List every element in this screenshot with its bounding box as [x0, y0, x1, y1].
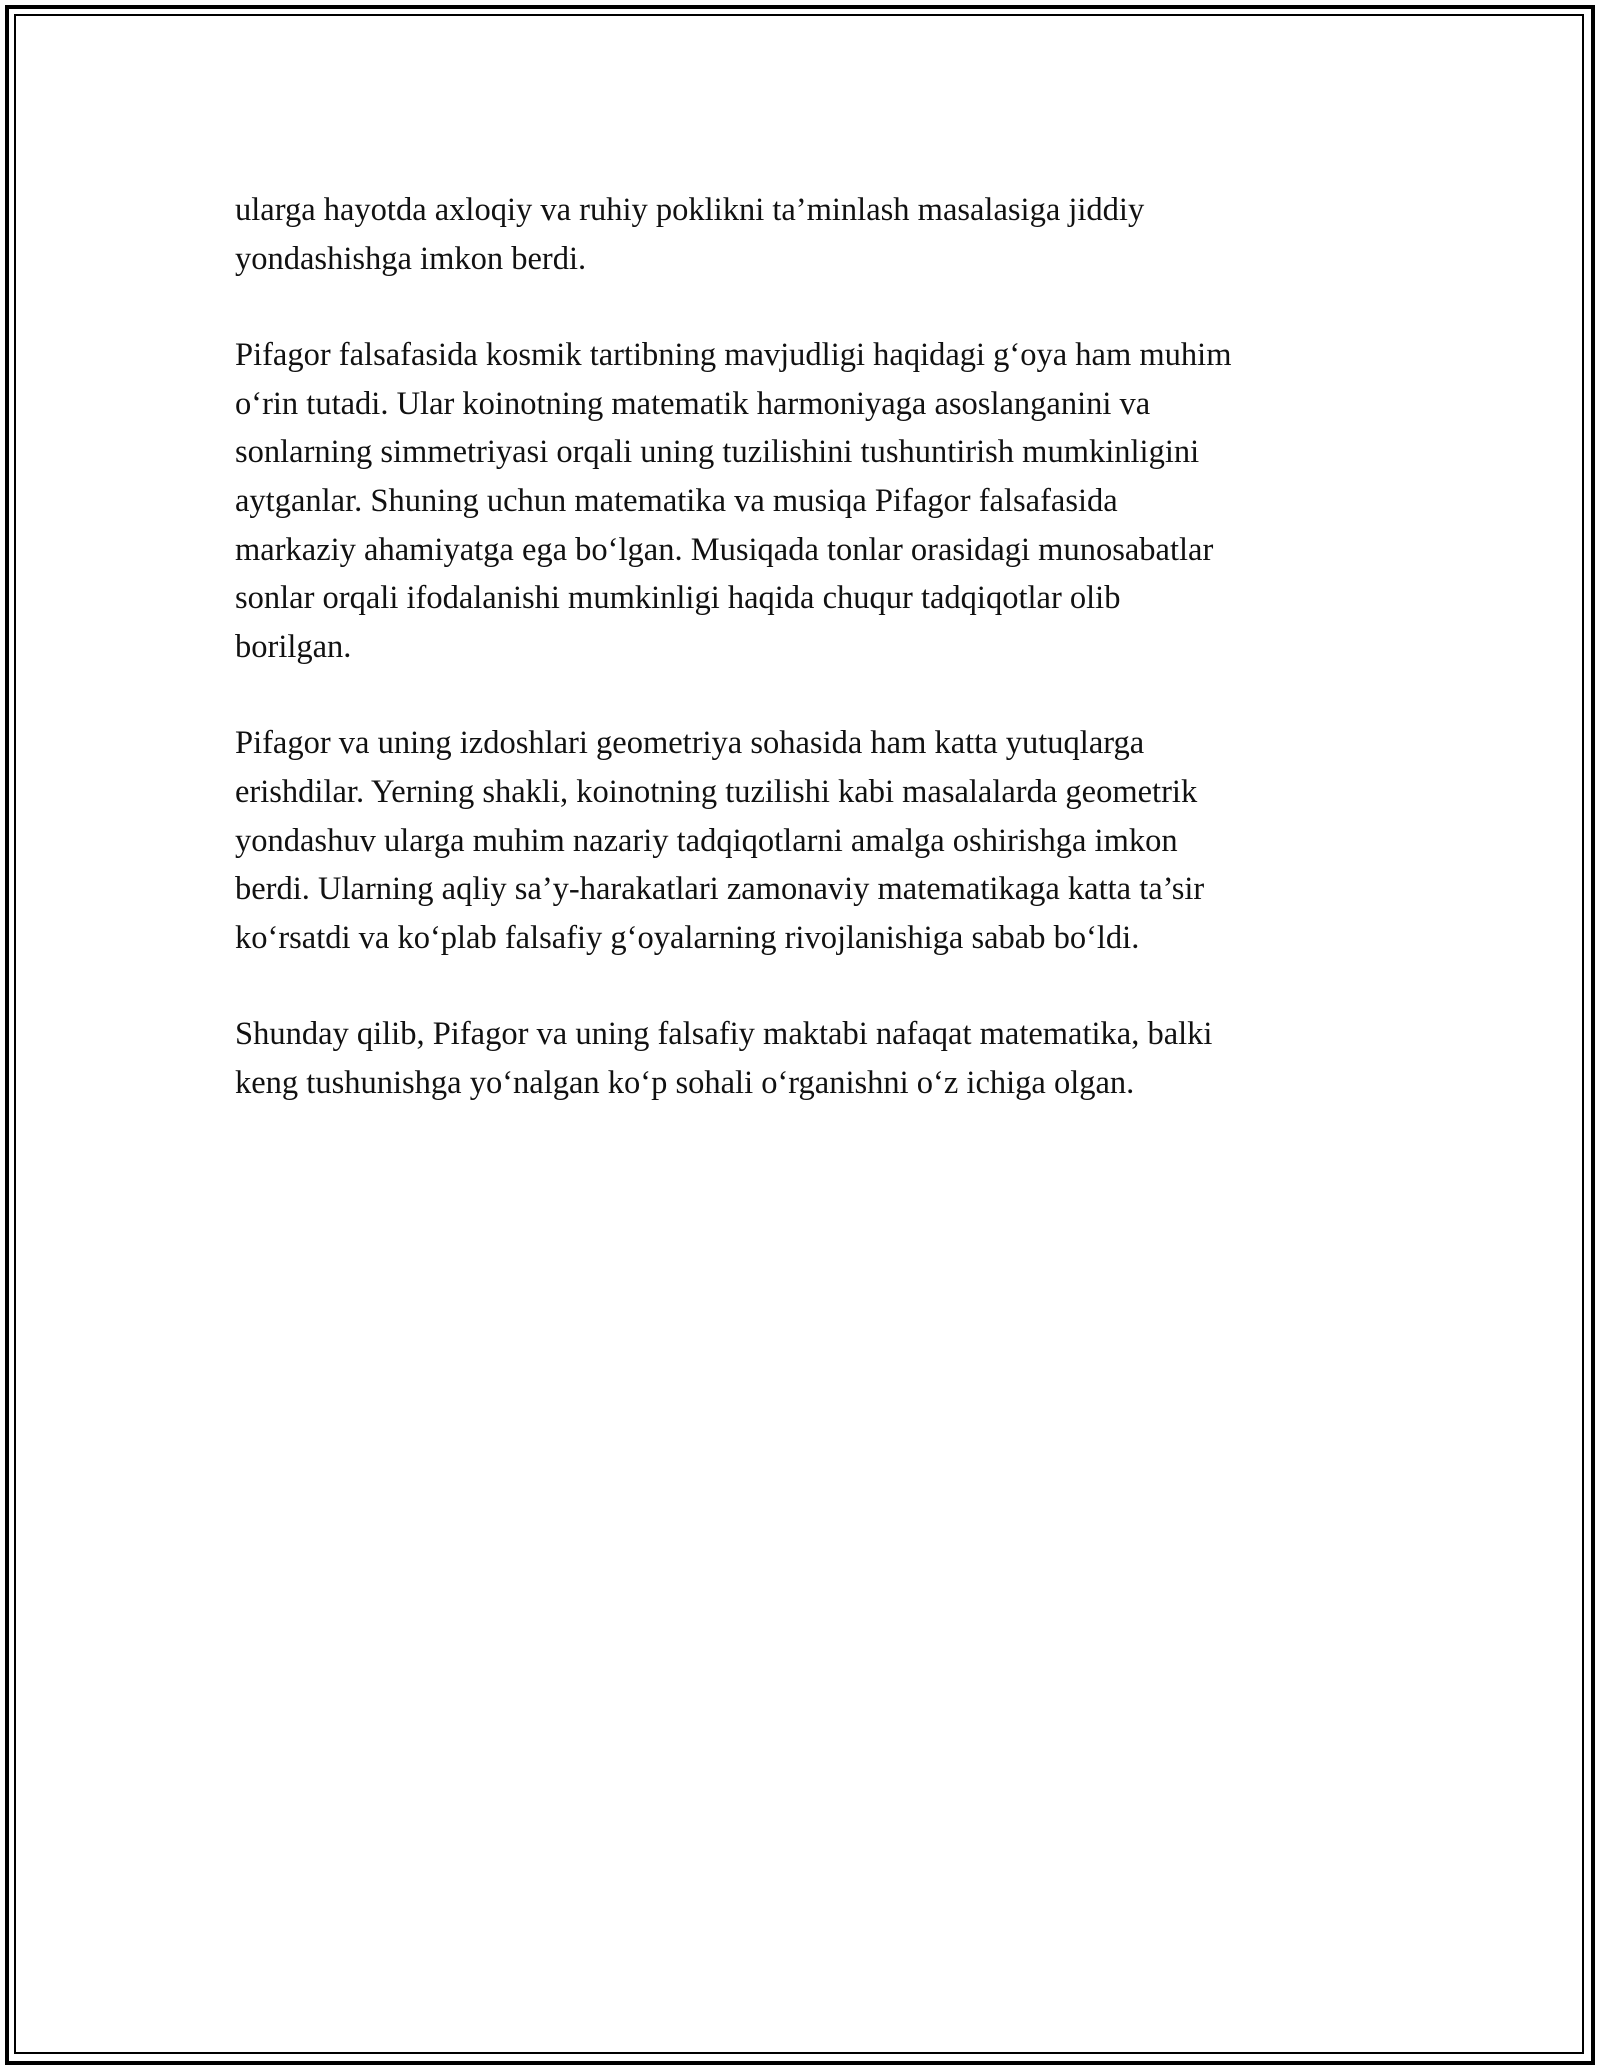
paragraph-1: ularga hayotda axloqiy va ruhiy poklikni ta’minlash masalasiga jiddiy yondashishga imkon berdi.	[235, 192, 1145, 277]
paragraph-2: Pifagor falsafasida kosmik tartibning mavjudligi haqidagi g‘oya ham muhim o‘rin tutadi. Ular koinotning matematik harmoniyaga asoslanganini va sonlarning simmetriyasi orqali uning tuzilishini tushuntirish mumkinligini aytganlar. Shuning uchun matematika va musiqa Pifagor falsafasida markaziy ahamiyatga ega bo‘lgan. Musiqada tonlar orasidagi munosabatlar sonlar orqali ifodalanishi mumkinligi haqida chuqur tadqiqotlar olib borilgan.	[235, 337, 1232, 665]
document-body	[235, 186, 1375, 1156]
paragraph-3: Pifagor va uning izdoshlari geometriya sohasida ham katta yutuqlarga erishdilar. Yerning shakli, koinotning tuzilishi kabi masalalarda geometrik yondashuv ularga muhim nazariy tadqiqotlarni amalga oshirishga imkon berdi. Ularning aqliy sa’y-harakatlari zamonaviy matematikaga katta ta’sir ko‘rsatdi va ko‘plab falsafiy g‘oyalarning rivojlanishiga sabab bo‘ldi.	[235, 725, 1205, 956]
paragraph-4: Shunday qilib, Pifagor va uning falsafiy maktabi nafaqat matematika, balki keng tushunishga yo‘nalgan ko‘p sohali o‘rganishni o‘z ichiga olgan.	[235, 1016, 1213, 1101]
